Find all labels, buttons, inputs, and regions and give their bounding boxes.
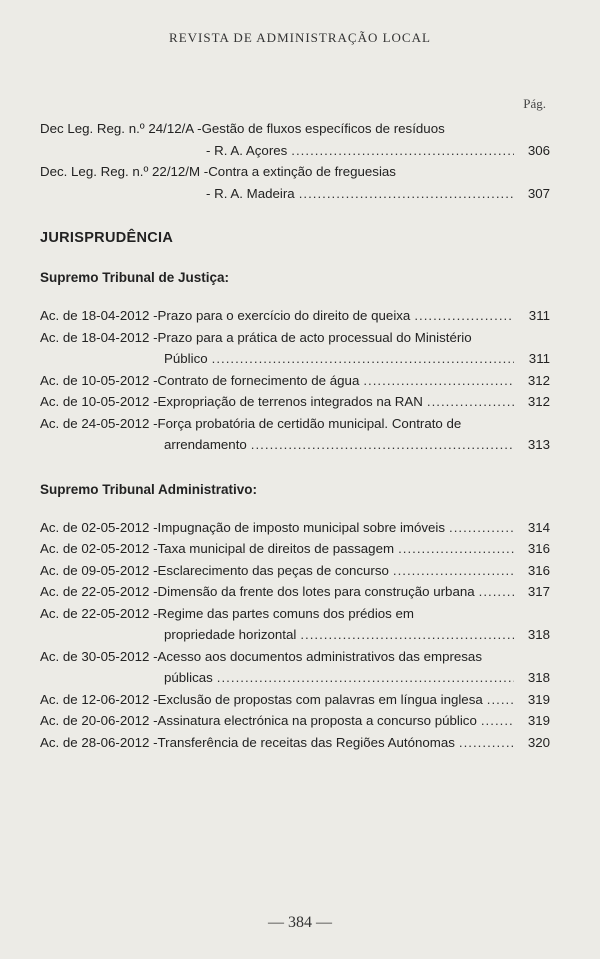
entry-line	[40, 118, 550, 140]
stj-list	[40, 305, 550, 456]
entry-title: propriedade horizontal	[164, 627, 297, 642]
toc-entry	[40, 305, 550, 327]
dot-leader	[414, 305, 514, 327]
entry-line	[40, 183, 550, 205]
entry-title: Exclusão de propostas com palavras em língua inglesa	[157, 691, 483, 707]
entry-title: Impugnação de imposto municipal sobre imóveis	[157, 519, 446, 535]
dot-leader	[299, 183, 514, 205]
entry-line	[40, 161, 550, 183]
toc-entry	[40, 646, 550, 689]
entry-page: 316	[527, 562, 550, 578]
dot-leader	[398, 538, 514, 560]
entry-line	[40, 560, 550, 582]
sta-heading: Supremo Tribunal Administrativo:	[40, 481, 258, 497]
entry-line	[40, 581, 550, 603]
entry-title: - R. A. Madeira	[206, 185, 295, 201]
dot-leader	[479, 581, 514, 603]
entry-line	[40, 646, 550, 668]
entry-line	[40, 710, 550, 732]
entry-title: públicas	[164, 670, 213, 685]
entry-page: 312	[527, 394, 550, 409]
entry-reference: Ac. de 24-05-2012 -	[40, 415, 158, 431]
table-of-contents	[40, 118, 550, 779]
dot-leader	[459, 732, 514, 754]
dot-leader	[217, 667, 514, 689]
entry-title: Público	[164, 351, 208, 366]
toc-entry	[40, 327, 550, 370]
dot-leader	[363, 370, 514, 392]
toc-entry	[40, 560, 550, 582]
entry-line	[40, 624, 550, 646]
entry-title: Acesso aos documentos administrativos das empresas	[157, 648, 482, 664]
entry-title: arrendamento	[164, 437, 247, 452]
dot-leader	[212, 348, 514, 370]
entry-line	[40, 140, 550, 162]
toc-entry	[40, 413, 550, 456]
toc-entry	[40, 517, 550, 539]
section-title: JURISPRUDÊNCIA	[40, 230, 174, 246]
entry-line	[40, 667, 550, 689]
dot-leader	[449, 517, 514, 539]
entry-title: Prazo para a prática de acto processual do Ministério	[157, 329, 472, 345]
entry-reference: Ac. de 22-05-2012 -	[40, 605, 158, 621]
entry-line	[40, 603, 550, 625]
dot-leader	[481, 710, 514, 732]
toc-entry	[40, 370, 550, 392]
dot-leader	[393, 560, 514, 582]
entry-page: 311	[528, 308, 550, 323]
entry-line	[40, 327, 550, 349]
entry-title: Regime das partes comuns dos prédios em	[157, 605, 414, 621]
entry-line	[40, 517, 550, 539]
entry-line	[40, 391, 550, 413]
entry-page: 318	[527, 670, 550, 685]
toc-entry	[40, 732, 550, 754]
toc-entry	[40, 689, 550, 711]
entry-line	[40, 732, 550, 754]
entry-reference: Ac. de 18-04-2012 -	[40, 329, 158, 345]
entry-title: Contra a extinção de freguesias	[208, 164, 396, 179]
decrees-list	[40, 118, 550, 204]
entry-title: Transferência de receitas das Regiões Autónomas	[157, 734, 455, 750]
entry-reference: Ac. de 18-04-2012 -	[40, 308, 158, 323]
entry-line	[40, 689, 550, 711]
entry-title: Contrato de fornecimento de água	[157, 372, 360, 388]
entry-line	[40, 305, 550, 327]
entry-page: 306	[527, 142, 550, 158]
entry-page: 319	[527, 691, 550, 707]
entry-page: 307	[527, 185, 550, 201]
entry-reference: Dec Leg. Reg. n.º 24/12/A -	[40, 121, 202, 136]
dot-leader	[427, 391, 514, 413]
toc-entry	[40, 710, 550, 732]
entry-line	[40, 538, 550, 560]
entry-title: Gestão de fluxos específicos de resíduos	[201, 121, 445, 136]
entry-reference: Ac. de 20-06-2012 -	[40, 713, 158, 728]
entry-reference: Ac. de 09-05-2012 -	[40, 562, 158, 578]
sta-list	[40, 517, 550, 754]
toc-entry	[40, 581, 550, 603]
entry-page: 313	[527, 437, 550, 452]
entry-reference: Ac. de 10-05-2012 -	[40, 372, 158, 388]
entry-reference: Ac. de 22-05-2012 -	[40, 584, 158, 599]
dot-leader	[487, 689, 514, 711]
entry-title: Dimensão da frente dos lotes para construção urbana	[157, 584, 475, 599]
entry-page: 312	[527, 372, 550, 388]
toc-entry	[40, 118, 550, 161]
entry-line	[40, 370, 550, 392]
dot-leader	[300, 624, 514, 646]
entry-reference: Ac. de 10-05-2012 -	[40, 394, 158, 409]
entry-reference: Ac. de 12-06-2012 -	[40, 691, 158, 707]
entry-reference: Ac. de 02-05-2012 -	[40, 541, 158, 556]
entry-reference: Ac. de 28-06-2012 -	[40, 734, 158, 750]
entry-page: 320	[527, 734, 550, 750]
entry-title: Força probatória de certidão municipal. Contrato de	[157, 415, 462, 431]
toc-entry	[40, 538, 550, 560]
entry-reference: Dec. Leg. Reg. n.º 22/12/M -	[40, 164, 209, 179]
dot-leader	[251, 434, 514, 456]
page-number: — 384 —	[268, 914, 332, 931]
entry-line	[40, 413, 550, 435]
stj-heading: Supremo Tribunal de Justiça:	[40, 270, 230, 285]
entry-page: 311	[528, 351, 550, 366]
entry-title: Esclarecimento das peças de concurso	[157, 562, 389, 578]
entry-page: 318	[527, 627, 550, 642]
toc-entry	[40, 161, 550, 204]
entry-title: Taxa municipal de direitos de passagem	[157, 541, 395, 556]
entry-page: 319	[527, 713, 550, 728]
entry-title: - R. A. Açores	[206, 142, 288, 158]
running-header: REVISTA DE ADMINISTRAÇÃO LOCAL	[169, 30, 431, 45]
toc-entry	[40, 391, 550, 413]
entry-line	[40, 348, 550, 370]
entry-reference: Ac. de 30-05-2012 -	[40, 648, 158, 664]
entry-page: 317	[527, 584, 550, 599]
dot-leader	[291, 140, 514, 162]
entry-title: Expropriação de terrenos integrados na RAN	[157, 394, 423, 409]
entry-title: Assinatura electrónica na proposta a concurso público	[157, 713, 477, 728]
entry-page: 314	[527, 519, 550, 535]
entry-line	[40, 434, 550, 456]
page-column-label: Pág.	[523, 96, 546, 111]
entry-reference: Ac. de 02-05-2012 -	[40, 519, 158, 535]
toc-entry	[40, 603, 550, 646]
entry-page: 316	[527, 541, 550, 556]
entry-title: Prazo para o exercício do direito de queixa	[157, 308, 411, 323]
